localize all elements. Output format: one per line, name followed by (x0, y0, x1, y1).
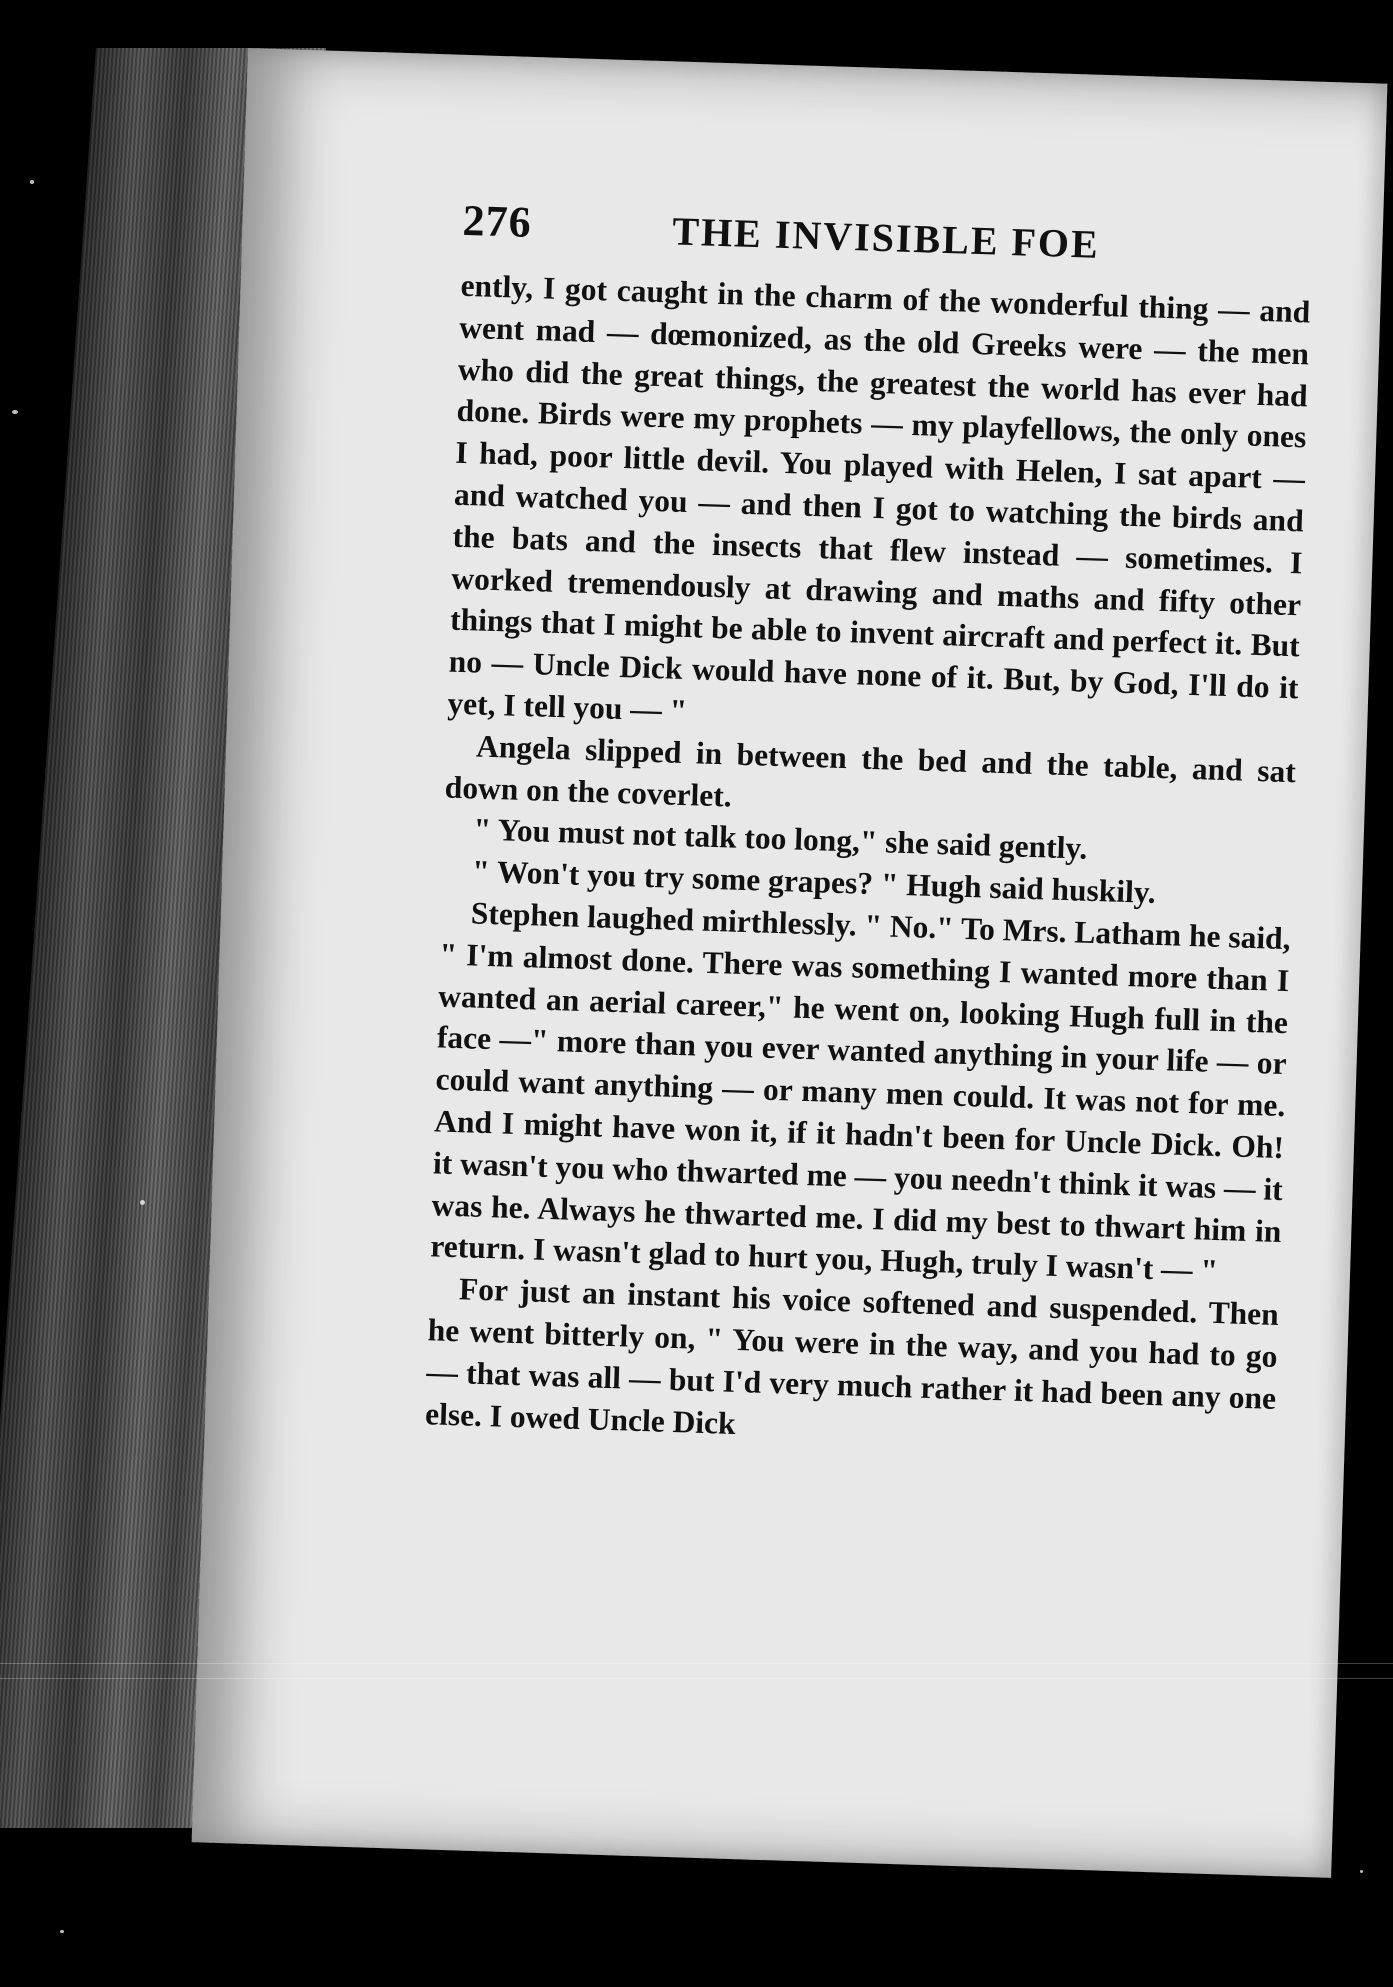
book-page (192, 48, 1388, 1878)
paragraph-2: Angela slipped in between the bed and the table, and sat down on the coverlet. (444, 728, 1297, 814)
paragraph-5: Stephen laughed mirthlessly. " No." To Mrs. Latham he said, " I'm almost done. There was something I wanted more than I wanted an aerial career," he went on, looking Hugh full in the face —" more than you ever wanted anything in your life — or could want anything — or many men could. It was not for me. And I might have won it, if it hadn't been for Uncle Dick. Oh! it wasn't you who thwarted me — you needn't think it was — it was he. Always he thwarted me. I did my best to thwart him in return. I wasn't glad to hurt you, Hugh, truly I wasn't — " (429, 895, 1292, 1289)
scan-artifact-line (0, 1678, 1393, 1679)
paragraph-3: " You must not talk too long," she said gently. (473, 811, 1088, 867)
paragraph-1: ently, I got caught in the charm of the wonderful thing — and went mad — dœmonized, as the old Greeks were — the men who did the great things, the greatest the world has ever had done. Birds were my prophets — my playfellows, the only ones I had, poor little devil. You played with Helen, I sat apart — and watched you — and then I got to watching the birds and the bats and the insects that flew instead — sometimes. I worked tremendously at drawing and maths and fifty other things that I might be able to invent aircraft and perfect it. But no — Uncle Dick would have none of it. But, by God, I'll do it yet, I tell you — " (446, 267, 1311, 729)
running-title: THE INVISIBLE FOE (671, 208, 1101, 267)
page-content (425, 195, 1314, 1461)
paragraph-6: For just an instant his voice softened and suspended. Then he went bitterly on, " You were in the way, and you had to go — that was all — but I'd very much rather it had been any one else. I owed Uncle Dick (424, 1271, 1280, 1441)
scan-speck (30, 180, 34, 184)
paragraph-4: " Won't you try some grapes? " Hugh said huskily. (471, 853, 1157, 911)
scan-speck (140, 1200, 145, 1205)
scan-artifact-line (0, 1663, 1393, 1664)
scan-speck (60, 1930, 64, 1933)
scan-speck (1360, 1870, 1363, 1873)
body-text (425, 265, 1311, 1461)
scan-speck (12, 410, 18, 414)
page-number: 276 (461, 195, 533, 247)
